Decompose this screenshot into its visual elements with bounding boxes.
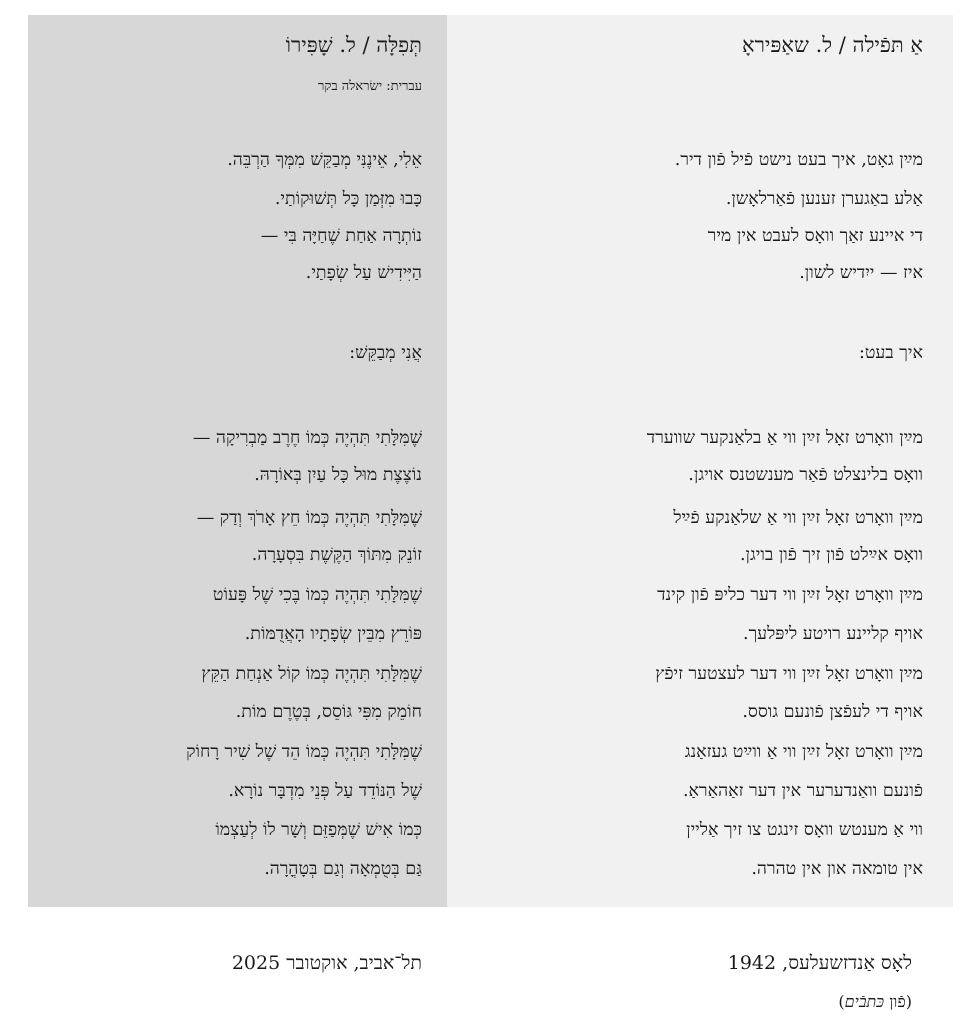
- hebrew-line-13: חוֹמֵק מִפִּי גּוֹסֵס, בְּטֶרֶם מוֹת.: [235, 702, 422, 722]
- source-note: [838, 992, 912, 1012]
- yiddish-line-15: פֿונעם וואַנדערער אין דער זאַהאַראַ.: [682, 781, 923, 801]
- yiddish-line-4: איז — ייִדיש לשון.: [799, 263, 923, 283]
- yiddish-line-6: מײַן וואָרט זאָל זײַן ווי אַ בלאַנקער שווערד: [646, 428, 923, 448]
- hebrew-line-12: שֶׁמִּלָּתִי תִּהְיֶה כְּמוֹ קוֹל אַנְחַת הַקֵּץ: [201, 664, 422, 684]
- hebrew-line-2: כָּבוּ מִזְּמַן כָּל תְּשׁוּקוֹתַי.: [274, 189, 422, 209]
- yiddish-line-5: איך בעט:: [858, 343, 923, 363]
- yiddish-line-16: ווי אַ מענטש וואָס זינגט צו זיך אַליין: [686, 820, 923, 840]
- hebrew-line-5: אֲנִי מְבַקֵּשׁ:: [349, 343, 422, 363]
- yiddish-line-11: אויף קליינע רויטע ליפּלעך.: [743, 624, 923, 644]
- yiddish-line-9: וואָס אײַלט פֿון זיך פֿון בויגן.: [739, 545, 923, 565]
- hebrew-place-date: תל־אביב, אוקטובר 2025: [231, 952, 422, 974]
- hebrew-line-1: אֵלִי, אֵינֶנִּי מְבַקֵּשׁ מִמְּךָ הַרְבֵּה.: [227, 150, 422, 170]
- yiddish-place-date: לאָס אַנדזשעלעס, 1942: [727, 952, 912, 974]
- source-note-prefix: (פֿון: [884, 992, 912, 1011]
- yiddish-line-2: אַלע באַגערן זענען פֿאַרלאָשן.: [725, 189, 923, 209]
- yiddish-line-10: מײַן וואָרט זאָל זײַן ווי דער כליפּ פֿון קינד: [657, 585, 923, 605]
- yiddish-line-1: מײַן גאָט, איך בעט נישט פֿיל פֿון דיר.: [674, 150, 923, 170]
- hebrew-line-7: נוֹצֶצֶת מוּל כָּל עַיִן בְּאוֹרָהּ.: [254, 465, 422, 485]
- hebrew-line-15: שֶׁל הַנּוֹדֵד עַל פְּנֵי מִדְבָּר נוֹרָא.: [228, 781, 422, 801]
- hebrew-line-3: נוֹתְרָה אַחַת שֶׁחַיָּה בִּי —: [260, 226, 422, 246]
- source-book-title: כּתבֿים: [844, 992, 885, 1011]
- yiddish-line-3: די איינע זאַך וואָס לעבט אין מיר: [707, 226, 923, 246]
- translator-credit: עברית: ישׂראלה בקר: [318, 79, 422, 94]
- yiddish-line-17: אין טומאה און אין טהרה.: [751, 859, 923, 879]
- hebrew-line-14: שֶׁמִּלָּתִי תִּהְיֶה כְּמוֹ הֵד שֶׁל שִׁיר רָחוֹק: [186, 742, 422, 762]
- hebrew-line-10: שֶׁמִּלָּתִי תִּהְיֶה כְּמוֹ בֶּכִי שֶׁל פָּעוֹט: [212, 585, 422, 605]
- yiddish-poem-title: אַ תּפֿילה / ל. שאַפּיראָ: [742, 33, 923, 57]
- hebrew-translation-panel: [28, 15, 447, 907]
- hebrew-line-9: זוֹנֵק מִתּוֹךְ הַקֶּשֶׁת בִּסְעָרָה.: [251, 545, 422, 565]
- yiddish-line-12: מײַן וואָרט זאָל זײַן ווי דער לעצטער זיפֿץ: [655, 664, 923, 684]
- hebrew-line-11: פּוֹרֵץ מִבֵּין שְׂפָתָיו הָאֲדֻמּוֹת.: [244, 624, 422, 644]
- hebrew-line-16: כְּמוֹ אִישׁ שֶׁמְּפַזֵּם וְשָׁר לוֹ לְעַצְמוֹ: [215, 820, 422, 840]
- hebrew-line-8: שֶׁמִּלָּתִי תִּהְיֶה כְּמוֹ חֵץ אָרֹךְ וְדַק —: [196, 508, 422, 528]
- hebrew-line-6: שֶׁמִּלָּתִי תִּהְיֶה כְּמוֹ חֶרֶב מַבְרִיקָה —: [192, 428, 422, 448]
- hebrew-poem-title: תְּפִלָּה / ל. שָׁפִּירוֹ: [285, 33, 422, 57]
- yiddish-line-8: מײַן וואָרט זאָל זײַן ווי אַ שלאַנקע פֿײַל: [673, 508, 923, 528]
- yiddish-line-13: אויף די לעפֿצן פֿונעם גוסס.: [742, 702, 923, 722]
- yiddish-line-14: מײַן וואָרט זאָל זײַן ווי אַ ווײַט געזאַנג: [684, 742, 923, 762]
- hebrew-line-17: גַּם בְּטֻמְאָה וְגַם בְּטָהֳרָה.: [264, 859, 422, 879]
- yiddish-poem-panel: [447, 15, 953, 907]
- source-note-suffix: ): [838, 992, 845, 1011]
- yiddish-line-7: וואָס בלינצלט פֿאַר מענשטנס אויגן.: [688, 465, 923, 485]
- hebrew-line-4: הַיִּידִישׁ עַל שְׂפָתַי.: [305, 263, 422, 283]
